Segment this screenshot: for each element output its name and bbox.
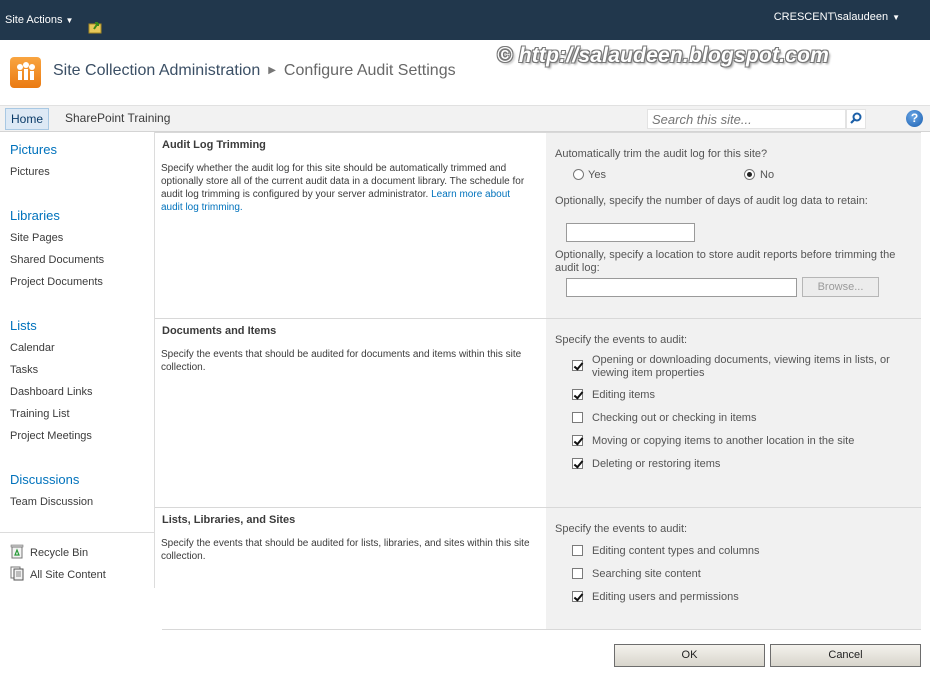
ql-heading-discussions[interactable]: Discussions — [10, 472, 80, 487]
all-site-content-link[interactable] — [10, 566, 106, 581]
event-label-users-permissions: Editing users and permissions — [592, 591, 739, 603]
section-lists-libraries-sites — [155, 507, 921, 629]
ql-heading-lists[interactable]: Lists — [10, 318, 37, 333]
section-description: Specify the events that should be audited for lists, libraries, and sites within this site collection. — [161, 538, 530, 562]
cancel-button[interactable]: Cancel — [770, 644, 921, 667]
user-name: CRESCENT\salaudeen — [773, 11, 889, 23]
section-title: Audit Log Trimming — [162, 139, 266, 151]
breadcrumb-arrow-icon: ▶ — [268, 65, 276, 76]
search-icon — [847, 110, 865, 128]
ql-heading-pictures[interactable]: Pictures — [10, 142, 57, 157]
tab-sharepoint-training[interactable]: SharePoint Training — [65, 111, 171, 125]
checkbox-opening-downloading[interactable] — [572, 360, 583, 371]
checkbox-searching-content[interactable] — [572, 568, 583, 579]
ribbon-top-bar — [0, 0, 930, 40]
location-input[interactable] — [566, 278, 797, 297]
checkbox-moving-copying[interactable] — [572, 435, 583, 446]
ql-item-project-meetings[interactable]: Project Meetings — [10, 430, 92, 442]
all-site-content-label: All Site Content — [30, 569, 106, 581]
help-icon[interactable]: ? — [906, 110, 923, 127]
trim-no-label: No — [760, 169, 775, 181]
form-bottom-divider — [162, 629, 921, 630]
ql-item-site-pages[interactable]: Site Pages — [10, 232, 64, 244]
section-description: Specify the events that should be audited for documents and items within this site collection. — [161, 349, 522, 373]
site-actions-menu[interactable] — [5, 14, 73, 26]
event-label-content-types: Editing content types and columns — [592, 545, 760, 557]
navigate-up-icon[interactable] — [88, 20, 104, 34]
events-label: Specify the events to audit: — [555, 523, 688, 535]
section-audit-log-trimming — [155, 132, 921, 318]
site-logo-icon[interactable] — [10, 57, 41, 88]
trim-yes-radio[interactable] — [573, 169, 584, 180]
page-title: Configure Audit Settings — [283, 62, 456, 79]
event-label-opening-downloading: Opening or downloading documents, viewing items in lists, or viewing item properties — [592, 354, 890, 379]
section-description — [161, 162, 531, 214]
checkbox-content-types[interactable] — [572, 545, 583, 556]
section-description-panel — [155, 133, 546, 318]
event-label-deleting-restoring: Deleting or restoring items — [592, 458, 721, 470]
breadcrumb-root-link[interactable]: Site Collection Administration — [53, 62, 261, 79]
event-label-moving-copying: Moving or copying items to another location in the site — [592, 435, 855, 447]
location-label: Optionally, specify a location to store audit reports before trimming the audit log: — [555, 249, 896, 274]
ql-item-shared-documents[interactable]: Shared Documents — [10, 254, 105, 266]
days-input[interactable] — [566, 223, 695, 242]
ok-button[interactable]: OK — [614, 644, 765, 667]
section-title: Documents and Items — [162, 325, 277, 337]
auto-trim-label: Automatically trim the audit log for this site? — [555, 148, 768, 160]
section-description-panel — [155, 508, 546, 629]
learn-more-link[interactable]: Learn more about audit log trimming. — [161, 189, 511, 213]
checkbox-users-permissions[interactable] — [572, 591, 583, 602]
ql-item-dashboard-links[interactable]: Dashboard Links — [10, 386, 93, 398]
tab-home[interactable]: Home — [5, 108, 49, 130]
ql-item-team-discussion[interactable]: Team Discussion — [10, 496, 94, 508]
ql-item-training-list[interactable]: Training List — [10, 408, 70, 420]
search-button[interactable] — [846, 109, 866, 129]
site-actions-label: Site Actions — [5, 14, 63, 26]
ql-item-pictures[interactable]: Pictures — [10, 166, 50, 178]
section-controls-panel — [546, 319, 921, 507]
ql-heading-libraries[interactable]: Libraries — [10, 208, 60, 223]
event-label-editing-items: Editing items — [592, 389, 655, 401]
breadcrumb — [53, 62, 456, 80]
section-description-text: Specify whether the audit log for this site should be automatically trimmed and optionally store all of the current audit data in a document library. The schedule for audit log trimming is configured by your server administrator. — [161, 163, 525, 200]
watermark-text: © http://salaudeen.blogspot.com — [497, 44, 830, 67]
event-label-searching-content: Searching site content — [592, 568, 701, 580]
days-label: Optionally, specify the number of days of audit log data to retain: — [555, 195, 868, 207]
quick-launch — [0, 132, 155, 588]
section-title: Lists, Libraries, and Sites — [162, 514, 296, 526]
recycle-bin-icon — [10, 544, 24, 559]
event-label-checkout-checkin: Checking out or checking in items — [592, 412, 757, 424]
ql-item-project-documents[interactable]: Project Documents — [10, 276, 103, 288]
chevron-down-icon: ▼ — [65, 16, 74, 25]
title-row — [0, 40, 930, 105]
section-documents-and-items — [155, 318, 921, 507]
site-content-icon — [10, 566, 24, 581]
events-label: Specify the events to audit: — [555, 334, 688, 346]
trim-yes-label: Yes — [588, 169, 606, 181]
checkbox-editing-items[interactable] — [572, 389, 583, 400]
section-controls-panel — [546, 133, 921, 318]
browse-button[interactable]: Browse... — [802, 277, 879, 297]
user-menu[interactable] — [774, 11, 900, 23]
recycle-bin-label: Recycle Bin — [30, 547, 89, 559]
checkbox-deleting-restoring[interactable] — [572, 458, 583, 469]
chevron-down-icon: ▼ — [892, 13, 900, 22]
recycle-bin-link[interactable] — [10, 544, 88, 559]
checkbox-checkout-checkin[interactable] — [572, 412, 583, 423]
top-link-bar — [0, 105, 930, 132]
trim-no-radio[interactable] — [744, 169, 755, 180]
section-controls-panel — [546, 508, 921, 629]
ql-divider — [0, 532, 154, 533]
ql-item-calendar[interactable]: Calendar — [10, 342, 55, 354]
section-description-panel — [155, 319, 546, 507]
search-input[interactable] — [647, 109, 846, 129]
ql-item-tasks[interactable]: Tasks — [10, 364, 39, 376]
